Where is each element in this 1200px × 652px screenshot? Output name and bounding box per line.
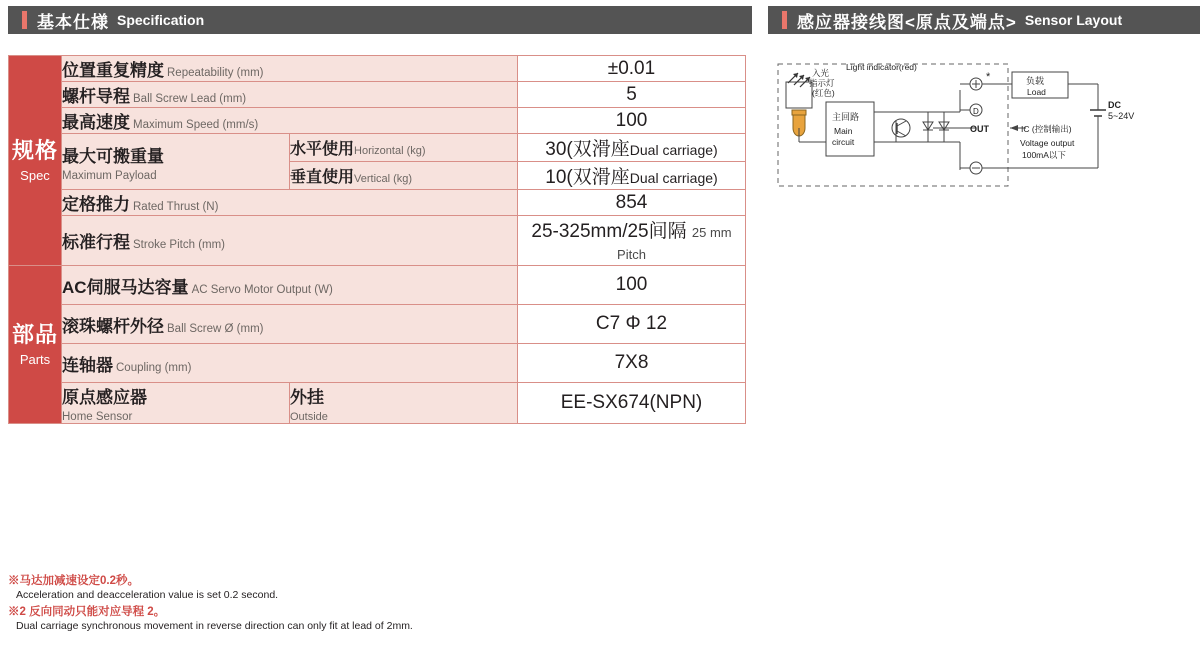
sensor-layout-diagram <box>768 50 1200 210</box>
light-indicator-label-cn-3: (红色) <box>812 88 835 98</box>
group-label-parts <box>9 266 62 424</box>
label-en: Home Sensor <box>62 411 133 423</box>
row-value-ball-screw-lead: 5 <box>518 82 746 108</box>
led-cap-icon <box>792 110 806 115</box>
table-row <box>9 305 746 344</box>
main-circuit-label-en-2: circuit <box>832 137 855 147</box>
label-cn: 原点感应器 <box>62 388 147 407</box>
spec-header-title-en: Specification <box>117 12 205 28</box>
label-cn: 标准行程 <box>62 233 130 252</box>
load-label-cn: 负载 <box>1026 76 1045 86</box>
row-value-payload-vertical <box>518 162 746 190</box>
specification-table-wrap <box>8 55 746 424</box>
row-value-stroke-pitch <box>518 216 746 266</box>
group-label-parts-cn: 部品 <box>11 322 58 348</box>
footnotes <box>8 570 748 632</box>
label-en: Stroke Pitch (mm) <box>133 239 226 251</box>
light-indicator-label-en: Light indicator(red) <box>846 62 917 72</box>
row-value-coupling: 7X8 <box>518 344 746 383</box>
row-label-maximum-speed <box>62 108 518 134</box>
label-cn: 连轴器 <box>62 355 113 375</box>
sub-label-en: Vertical (kg) <box>354 173 413 185</box>
group-label-parts-en: Parts <box>19 351 51 367</box>
sub-label-en: Outside <box>290 411 328 423</box>
label-cn: 位置重复精度 <box>62 61 164 80</box>
sub-label-cn: 垂直使用 <box>290 169 355 186</box>
row-label-servo-motor-output <box>62 266 518 305</box>
group-label-spec-en: Spec <box>20 167 50 183</box>
label-en: Ball Screw Lead (mm) <box>133 93 247 105</box>
table-row <box>9 82 746 108</box>
label-en: Maximum Payload <box>62 169 157 182</box>
payload-horizontal-main: 30(双滑座 <box>545 139 630 160</box>
specification-table <box>8 55 746 424</box>
row-value-maximum-speed: 100 <box>518 108 746 134</box>
terminal-minus-icon <box>970 162 982 174</box>
sensor-section-header <box>768 6 1200 34</box>
sensor-header-title-en: Sensor Layout <box>1024 12 1123 28</box>
accent-bar-icon <box>782 11 787 29</box>
terminal-plus-icon <box>970 78 982 90</box>
table-row <box>9 190 746 216</box>
row-value-rated-thrust: 854 <box>518 190 746 216</box>
light-indicator-label-cn-2: 指示灯 <box>809 78 835 88</box>
voltage-output-value: 100mA以下 <box>1022 150 1066 160</box>
svg-text:D: D <box>973 107 979 116</box>
dc-value: 5~24V <box>1108 111 1135 121</box>
row-label-ball-screw-diameter <box>62 305 518 344</box>
payload-vertical-main: 10(双滑座 <box>545 167 630 188</box>
footnote-2-cn: ※2 反向同动只能对应导程 2。 <box>8 606 166 618</box>
table-row <box>9 383 746 424</box>
label-en: Ball Screw Ø (mm) <box>167 322 264 335</box>
row-value-servo-motor-output: 100 <box>518 266 746 305</box>
sub-label-cn: 水平使用 <box>290 141 355 158</box>
label-cn: 滚珠螺杆外径 <box>62 316 164 336</box>
row-label-stroke-pitch <box>62 216 518 266</box>
row-label-coupling <box>62 344 518 383</box>
terminal-out-label: OUT <box>970 124 989 134</box>
footnote-1-cn: ※马达加减速设定0.2秒。 <box>8 575 139 587</box>
stroke-pitch-note: 25 mm Pitch <box>617 225 732 262</box>
sensor-circuit-svg <box>768 50 1200 210</box>
row-label-ball-screw-lead <box>62 82 518 108</box>
sub-label-cn: 外挂 <box>290 388 324 407</box>
stroke-pitch-main: 25-325mm/25间隔 <box>531 221 687 242</box>
table-row <box>9 134 746 162</box>
footnote-2-en: Dual carriage synchronous movement in reverse direction can only fit at lead of 2mm. <box>16 620 413 632</box>
footnote-1-en: Acceleration and deacceleration value is set 0.2 second. <box>16 589 279 601</box>
row-value-payload-horizontal <box>518 134 746 162</box>
sensor-header-title-cn: 感应器接线图<原点及端点> <box>797 12 1017 32</box>
ic-label: IC (控制输出) <box>1021 124 1072 134</box>
dc-label: DC <box>1108 100 1121 110</box>
sub-label-vertical <box>290 162 518 190</box>
main-circuit-label-en-1: Main <box>834 126 853 136</box>
label-en: Repeatability (mm) <box>167 67 264 79</box>
light-arrows-icon <box>788 73 810 87</box>
diode-icon-1 <box>923 112 933 142</box>
table-row <box>9 266 746 305</box>
table-row <box>9 344 746 383</box>
label-cn: AC伺服马达容量 <box>62 277 189 297</box>
terminal-out-icon <box>970 104 982 116</box>
row-value-repeatability: ±0.01 <box>518 56 746 82</box>
label-en: Coupling (mm) <box>116 361 192 374</box>
label-cn: 定格推力 <box>62 195 130 214</box>
label-en: Rated Thrust (N) <box>133 201 219 213</box>
group-label-spec <box>9 56 62 266</box>
label-en: Maximum Speed (mm/s) <box>133 119 259 131</box>
sub-label-horizontal <box>290 134 518 162</box>
transistor-collector <box>897 121 906 126</box>
label-en: AC Servo Motor Output (W) <box>191 283 333 296</box>
row-value-ball-screw-diameter: C7 Φ 12 <box>518 305 746 344</box>
voltage-output-label: Voltage output <box>1020 138 1075 148</box>
sub-label-en: Horizontal (kg) <box>354 145 426 157</box>
terminal-asterisk: * <box>986 71 991 83</box>
payload-horizontal-sub: Dual carriage) <box>629 142 718 158</box>
label-cn: 最高速度 <box>62 113 130 132</box>
row-value-home-sensor: EE-SX674(NPN) <box>518 383 746 424</box>
row-label-rated-thrust <box>62 190 518 216</box>
light-indicator-label-cn-1: 入光 <box>812 68 830 78</box>
table-row <box>9 216 746 266</box>
label-cn: 螺杆导程 <box>62 87 130 106</box>
spec-section-header <box>8 6 752 34</box>
row-label-repeatability <box>62 56 518 82</box>
row-label-home-sensor <box>62 383 290 424</box>
load-label-en: Load <box>1027 87 1046 97</box>
table-row <box>9 56 746 82</box>
transistor-emitter <box>897 131 906 136</box>
main-circuit-label-cn: 主回路 <box>832 112 860 122</box>
ic-pointer-arrow <box>1010 125 1018 131</box>
transistor-icon <box>892 119 910 137</box>
spec-header-title-cn: 基本仕様 <box>37 12 109 32</box>
row-label-maximum-payload <box>62 134 290 190</box>
payload-vertical-sub: Dual carriage) <box>629 170 718 186</box>
diode-icon-2 <box>939 112 949 142</box>
accent-bar-icon <box>22 11 27 29</box>
table-row <box>9 108 746 134</box>
label-cn: 最大可搬重量 <box>62 146 164 166</box>
sub-label-outside <box>290 383 518 424</box>
group-label-spec-cn: 规格 <box>11 138 58 164</box>
